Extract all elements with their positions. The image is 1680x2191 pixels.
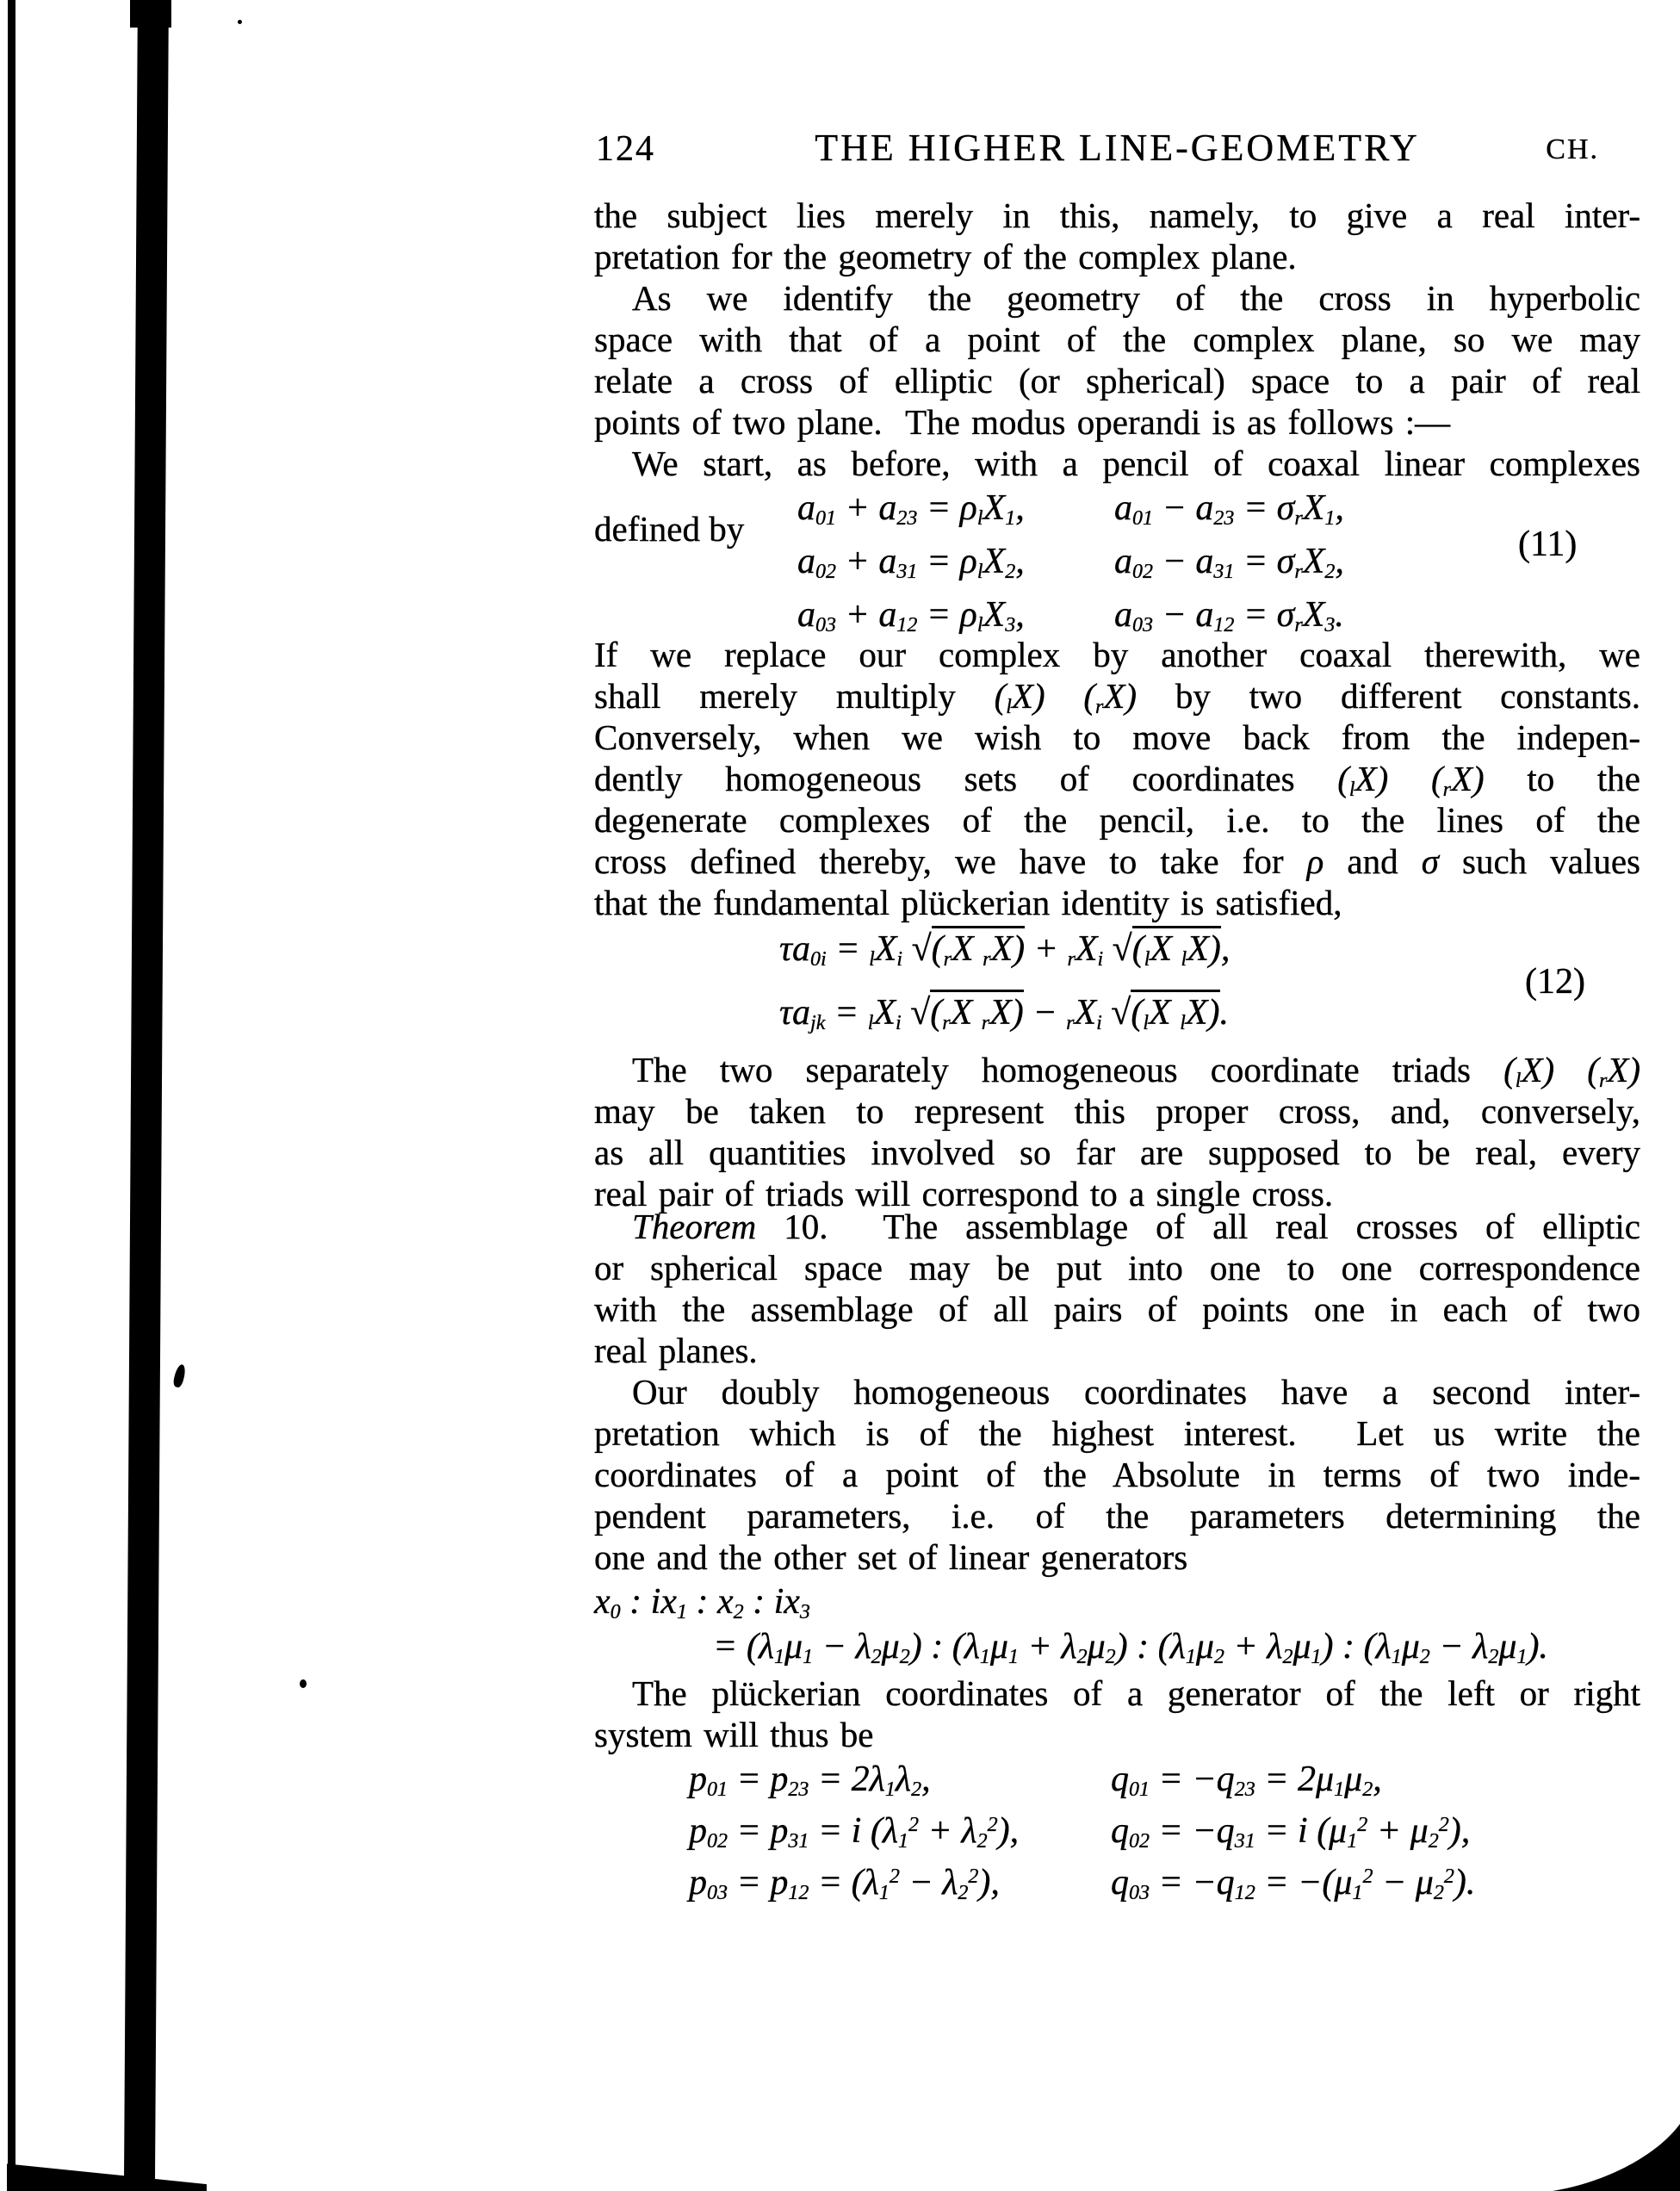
equation-cell: $a_{03} - a_{12} = \sigma_rX_3$. xyxy=(1114,595,1344,636)
text-line: relate a cross of elliptic (or spherical) space to a pair of real xyxy=(594,361,1640,400)
text-line: Conversely, when we wish to move back from the indepen- xyxy=(594,717,1640,757)
equation-pluecker xyxy=(594,1759,1640,1922)
equation-row xyxy=(594,1862,1640,1910)
equation-row: $x_0$ : $ix_1$ : $x_2$ : $ix_3$ xyxy=(594,1582,810,1623)
text-line: The two separately homogeneous coordinate triads $(_lX)$ $(_rX)$ xyxy=(632,1050,1640,1090)
equation-cell: $a_{02} + a_{31} = \rho_lX_2$, xyxy=(797,542,1025,583)
equation-cell: $q_{01} = -q_{23} = 2\mu_1\mu_2$, xyxy=(1111,1760,1382,1801)
text-line: points of two plane. The modus operandi is as follows :— xyxy=(594,402,1451,442)
text-line: as all quantities involved so far are supposed to be real, every xyxy=(594,1133,1640,1172)
scan-artifact-left-edge-strip xyxy=(8,0,15,2191)
text-line: pendent parameters, i.e. of the parameters determining the xyxy=(594,1496,1640,1536)
text-line: We start, as before, with a pencil of coaxal linear complexes xyxy=(632,444,1640,483)
equation-row xyxy=(594,1759,1640,1807)
text-line: one and the other set of linear generators xyxy=(594,1537,1188,1577)
scan-artifact-speck xyxy=(300,1679,307,1688)
text-line: Theorem 10. The assemblage of all real crosses of elliptic xyxy=(632,1207,1640,1246)
paragraph xyxy=(594,1371,1640,1578)
text-line: real planes. xyxy=(594,1331,758,1370)
equation-row xyxy=(594,487,1640,536)
scan-artifact-bottom-right-corner xyxy=(1553,2124,1680,2191)
text-line: may be taken to represent this proper cross, and, conversely, xyxy=(594,1091,1640,1131)
paragraph xyxy=(594,443,1640,484)
equation-cell: $a_{01} - a_{23} = \sigma_rX_1$, xyxy=(1114,488,1344,530)
text-line: space with that of a point of the complex plane, so we may xyxy=(594,320,1640,359)
text-line: pretation for the geometry of the complex plane. xyxy=(594,237,1297,276)
equation-cell: $p_{01} = p_{23} = 2\lambda_1\lambda_2$, xyxy=(689,1760,931,1801)
equation-cell: $p_{03} = p_{12} = (\lambda_1^2 - \lambda_2^2)$, xyxy=(689,1863,1000,1904)
scan-artifact-gutter-bar xyxy=(124,0,169,2191)
text-line: As we identify the geometry of the cross in hyperbolic xyxy=(632,278,1640,318)
paragraph xyxy=(594,634,1640,923)
scan-artifact-gutter-top-blob xyxy=(130,0,171,28)
text-line: cross defined thereby, we have to take for ρ and σ such values xyxy=(594,841,1640,881)
equation-row: $\tau a_{0i} = _lX_i$ $√(_rX$ $_rX) + _rX_i$ $√(_lX$ $_l$X), xyxy=(779,928,1230,971)
text-line: with the assemblage of all pairs of points one in each of two xyxy=(594,1289,1640,1329)
paragraph-theorem xyxy=(594,1206,1640,1371)
equation-cell: $q_{03} = -q_{12} = -(\mu_1^2 - \mu_2^2)$. xyxy=(1111,1863,1476,1904)
equation-number: (12) xyxy=(1525,962,1585,1002)
paragraph xyxy=(594,195,1640,277)
equation-coordinates xyxy=(594,1581,1640,1676)
text-line: If we replace our complex by another coaxal therewith, we xyxy=(594,635,1640,674)
equation-cell: $a_{01} + a_{23} = \rho_lX_1$, xyxy=(797,488,1025,530)
equation-11 xyxy=(594,484,1640,656)
chapter-mark: CH. xyxy=(1546,133,1599,165)
text-line: pretation which is of the highest interest. Let us write the xyxy=(594,1413,1640,1453)
running-header xyxy=(594,126,1640,172)
text-line: Our doubly homogeneous coordinates have a second inter- xyxy=(632,1372,1640,1412)
text-line: shall merely multiply $(_lX)$ $(_rX)$ by two different constants. xyxy=(594,676,1640,717)
equation-row: $\tau a_{jk} = _lX_i$ $√(_rX$ $_rX) - _rX_i$ $√(_lX$ $_l$X). xyxy=(779,992,1229,1035)
page-number: 124 xyxy=(596,129,655,169)
equation-row xyxy=(594,541,1640,589)
scan-artifact-bottom-left-wedge xyxy=(7,2160,207,2191)
equation-number: (11) xyxy=(1518,524,1578,564)
text-line: degenerate complexes of the pencil, i.e. to the lines of the xyxy=(594,800,1640,840)
text-line: the subject lies merely in this, namely, to give a real inter- xyxy=(594,196,1640,235)
text-line: that the fundamental plückerian identity is satisfied, xyxy=(594,883,1342,922)
text-line: or spherical space may be put into one to one correspondence xyxy=(594,1248,1640,1288)
text-line: coordinates of a point of the Absolute in terms of two inde- xyxy=(594,1455,1640,1494)
text-line: dently homogeneous sets of coordinates $(_lX)$ $(_rX)$ to the xyxy=(594,759,1640,799)
equation-cell: $a_{03} + a_{12} = \rho_lX_3$, xyxy=(797,595,1025,636)
equation-row xyxy=(594,1810,1640,1859)
equation-cell: $a_{02} - a_{31} = \sigma_rX_2$, xyxy=(1114,542,1344,583)
scan-artifact-ink-mark xyxy=(172,1363,187,1388)
equation-intro: defined by xyxy=(594,509,745,549)
paragraph xyxy=(594,1673,1640,1755)
equation-row: = $(\lambda_1\mu_1 - \lambda_2\mu_2)$ : $(\lambda_1\mu_1 + \lambda_2\mu_2)$ : $(\lambda_1\mu_2 + \lambda_2\mu_1)$ : $(\lambda_1\mu_2 - \lambda_2\mu_1)$. xyxy=(713,1627,1548,1668)
paragraph xyxy=(594,1049,1640,1214)
text-line: system will thus be xyxy=(594,1715,874,1754)
text-line: The plückerian coordinates of a generator of the left or right xyxy=(632,1673,1640,1713)
text-line: real pair of triads will correspond to a single cross. xyxy=(594,1174,1334,1213)
page-title: THE HIGHER LINE-GEOMETRY xyxy=(815,127,1420,169)
scan-artifact-speck xyxy=(238,20,242,24)
equation-12 xyxy=(594,928,1640,1058)
equation-cell: $q_{02} = -q_{31} = i$ $(\mu_1^2 + \mu_2^2)$, xyxy=(1111,1811,1471,1853)
equation-cell: $p_{02} = p_{31} = i$ $(\lambda_1^2 + \lambda_2^2)$, xyxy=(689,1811,1020,1853)
paragraph xyxy=(594,277,1640,443)
